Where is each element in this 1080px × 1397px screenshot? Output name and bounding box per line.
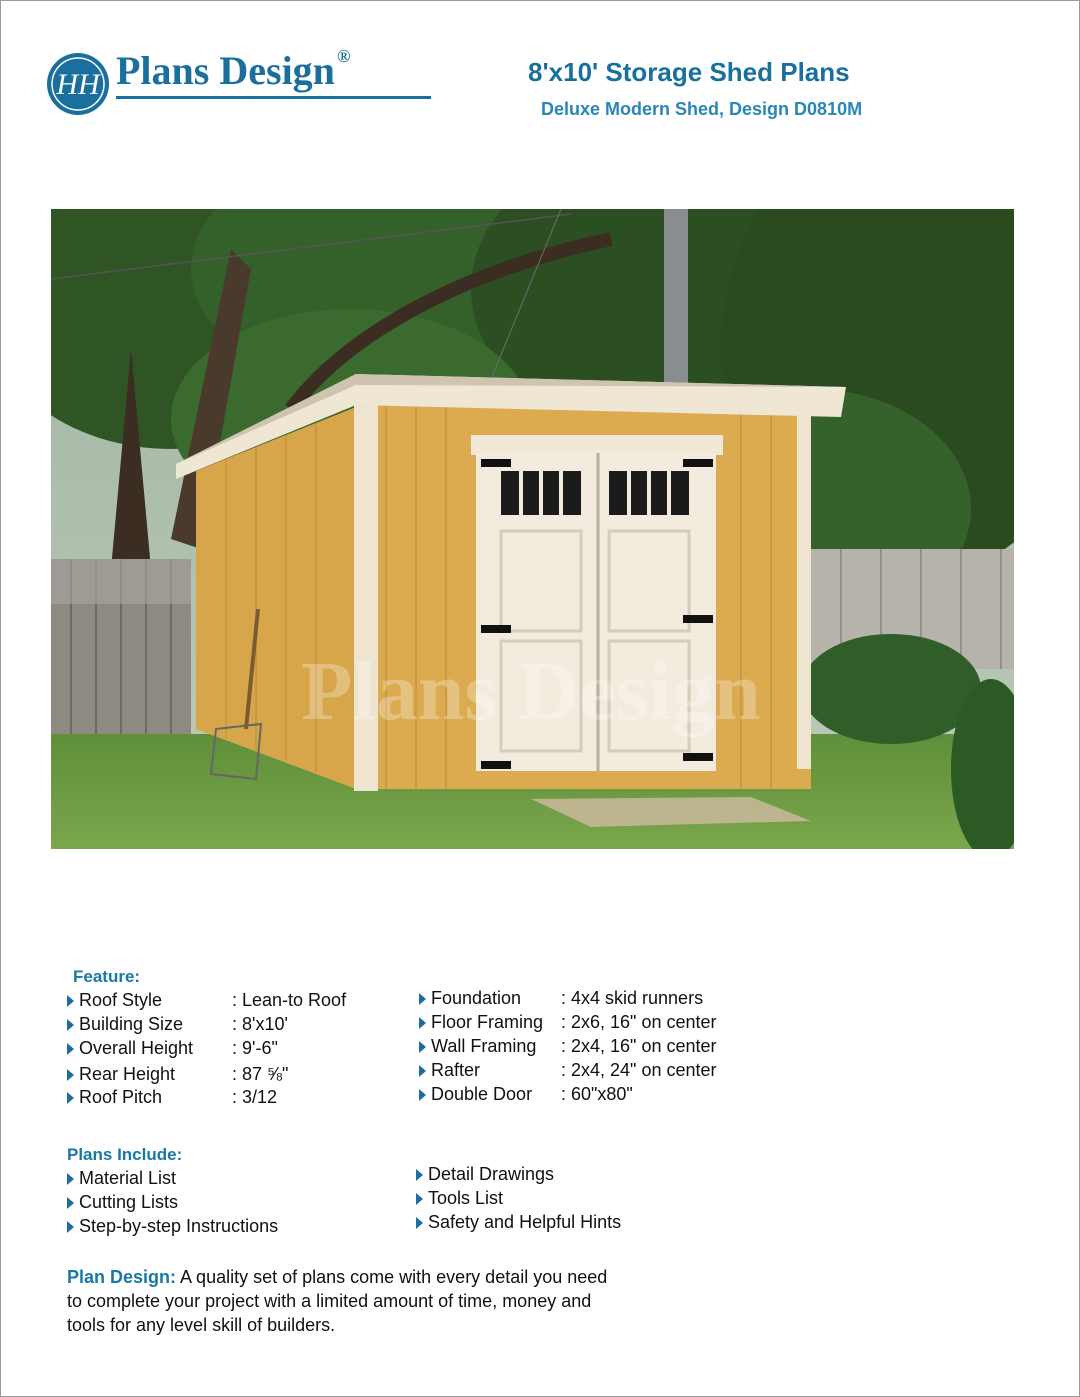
feature-right-row <box>419 1011 839 1033</box>
plan-design-description <box>67 1265 627 1337</box>
feature-left-label: Overall Height <box>79 1038 194 1058</box>
feature-right-row <box>419 1083 839 1105</box>
feature-left-label: Roof Style <box>79 990 163 1010</box>
photo-watermark: Plans Design <box>301 645 761 738</box>
plans-include-item <box>416 1163 554 1185</box>
feature-left-label: Rear Height <box>79 1064 176 1084</box>
bullet-arrow-icon <box>416 1169 423 1181</box>
feature-left-value: : 87 ⅝" <box>232 1064 289 1084</box>
bullet-arrow-icon <box>416 1193 423 1205</box>
feature-right-value: : 60"x80" <box>561 1084 633 1104</box>
plans-design-logo <box>46 48 396 128</box>
feature-left-value: : 3/12 <box>232 1087 278 1107</box>
feature-right-row <box>419 1059 839 1081</box>
feature-right-value: : 2x4, 16" on center <box>561 1036 717 1056</box>
bullet-arrow-icon <box>419 1017 426 1029</box>
svg-text:HH: HH <box>56 68 100 101</box>
feature-left-label: Roof Pitch <box>79 1087 163 1107</box>
bullet-arrow-icon <box>419 993 426 1005</box>
bullet-arrow-icon <box>67 1092 74 1104</box>
bullet-arrow-icon <box>67 1069 74 1081</box>
feature-left-value: : 9'-6" <box>232 1038 278 1058</box>
feature-left-label: Building Size <box>79 1014 184 1034</box>
feature-right-row <box>419 1035 839 1057</box>
feature-right-value: : 4x4 skid runners <box>561 988 704 1008</box>
logo-monogram-icon <box>46 52 110 116</box>
feature-right-row <box>419 987 839 1009</box>
bullet-arrow-icon <box>419 1041 426 1053</box>
shed-photo <box>51 209 1014 849</box>
plans-include-label: Material List <box>79 1168 177 1188</box>
bullet-arrow-icon <box>67 1043 74 1055</box>
page-title: 8'x10' Storage Shed Plans <box>528 57 850 87</box>
plan-design-lead: Plan Design: <box>67 1267 177 1287</box>
feature-right-value: : 2x6, 16" on center <box>561 1012 717 1032</box>
bullet-arrow-icon <box>67 1221 74 1233</box>
plans-include-item <box>67 1215 278 1237</box>
bullet-arrow-icon <box>67 1173 74 1185</box>
plans-include-item <box>416 1211 621 1233</box>
feature-left-value: : 8'x10' <box>232 1014 288 1034</box>
plans-include-heading: Plans Include: <box>67 1145 183 1164</box>
feature-right-value: : 2x4, 24" on center <box>561 1060 717 1080</box>
feature-right-label: Floor Framing <box>431 1012 544 1032</box>
bullet-arrow-icon <box>419 1065 426 1077</box>
plan-design-text: A quality set of plans come with every detail you need to complete your project with a limited amount of time, money and tools for any level skill of builders. <box>67 1267 608 1335</box>
plans-include-label: Step-by-step Instructions <box>79 1216 279 1236</box>
plans-include-label: Safety and Helpful Hints <box>428 1212 622 1232</box>
bullet-arrow-icon <box>419 1089 426 1101</box>
bullet-arrow-icon <box>67 1019 74 1031</box>
feature-right-label: Wall Framing <box>431 1036 537 1056</box>
plans-include-item <box>67 1167 176 1189</box>
feature-right-label: Rafter <box>431 1060 481 1080</box>
bullet-arrow-icon <box>67 1197 74 1209</box>
plans-include-label: Detail Drawings <box>428 1164 555 1184</box>
feature-heading: Feature: <box>73 967 141 986</box>
plans-include-item <box>416 1187 503 1209</box>
bullet-arrow-icon <box>67 995 74 1007</box>
plans-include-item <box>67 1191 178 1213</box>
logo-underline <box>116 96 431 99</box>
feature-right-label: Foundation <box>431 988 522 1008</box>
logo-text: Plans Design ® <box>116 46 351 93</box>
feature-left-value: : Lean-to Roof <box>232 990 347 1010</box>
plans-include-label: Cutting Lists <box>79 1192 179 1212</box>
page-subtitle: Deluxe Modern Shed, Design D0810M <box>541 99 863 119</box>
bullet-arrow-icon <box>416 1217 423 1229</box>
plans-include-label: Tools List <box>428 1188 504 1208</box>
feature-right-label: Double Door <box>431 1084 533 1104</box>
